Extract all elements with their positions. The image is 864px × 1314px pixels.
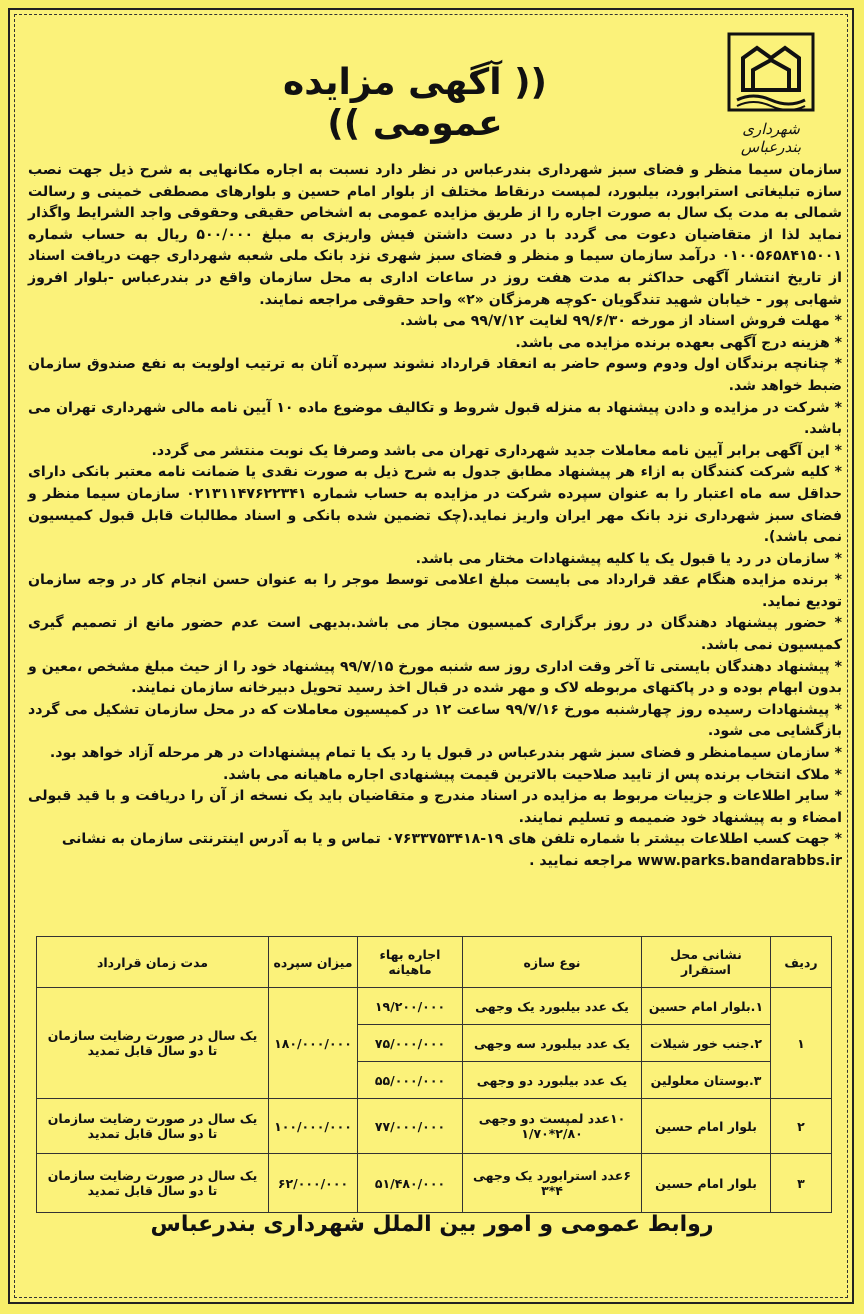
table-row bbox=[37, 1099, 832, 1154]
cell-type: یک عدد بیلبورد دو وجهی bbox=[463, 1062, 642, 1099]
condition-item: * مهلت فروش اسناد از مورخه ۹۹/۶/۳۰ لغایت ۹۹/۷/۱۲ می باشد. bbox=[400, 313, 842, 330]
cell-rent: ۵۱/۴۸۰/۰۰۰ bbox=[358, 1154, 463, 1213]
auction-table bbox=[36, 936, 832, 1213]
header-type: نوع سازه bbox=[463, 937, 642, 988]
footer-signature: روابط عمومی و امور بین الملل شهرداری بندرعباس bbox=[150, 1212, 714, 1237]
header-row-number: ردیف bbox=[771, 937, 832, 988]
condition-item: * ملاک انتخاب برنده پس از تایید صلاحیت بالاترین قیمت پیشنهادی اجاره ماهیانه می باشد. bbox=[223, 766, 842, 783]
cell-location: ۲.جنب خور شیلات bbox=[642, 1025, 771, 1062]
condition-item: * این آگهی برابر آیین نامه معاملات جدید شهرداری تهران می باشد وصرفا یک نوبت منتشر می گردد. bbox=[151, 442, 842, 459]
cell-rent: ۱۹/۲۰۰/۰۰۰ bbox=[358, 988, 463, 1025]
website-link[interactable]: www.parks.bandarabbs.ir bbox=[637, 853, 842, 869]
condition-item: * سازمان در رد یا قبول یک یا کلیه پیشنهادات مختار می باشد. bbox=[415, 550, 842, 567]
municipality-logo bbox=[716, 30, 826, 156]
page-title: (( آگهی مزایده عمومی )) bbox=[282, 62, 548, 144]
cell-location: ۱.بلوار امام حسین bbox=[642, 988, 771, 1025]
condition-item: * برنده مزایده هنگام عقد قرارداد می بایست مبلغ اعلامی توسط موجر را به عنوان حسن انجام کار در وجه سازمان تودیع نماید. bbox=[28, 572, 842, 610]
website-suffix: مراجعه نمایید . bbox=[529, 853, 633, 869]
ad-body bbox=[28, 160, 842, 873]
condition-item: * حضور پیشنهاد دهندگان در روز برگزاری کمیسیون مجاز می باشد.بدیهی است عدم حضور مانع از تصمیم گیری کمیسیون نمی باشد. bbox=[28, 615, 842, 654]
table-row bbox=[37, 988, 832, 1025]
cell-duration: یک سال در صورت رضایت سازمان تا دو سال قابل تمدید bbox=[37, 988, 269, 1099]
header-deposit: میزان سپرده bbox=[269, 937, 358, 988]
condition-item: * چنانچه برندگان اول ودوم وسوم حاضر به انعقاد قرارداد نشوند سپرده آنان به ترتیب اولویت به نفع صندوق سازمان ضبط خواهد شد. bbox=[28, 356, 842, 394]
header-duration: مدت زمان قرارداد bbox=[37, 937, 269, 988]
table-header-row bbox=[37, 937, 832, 988]
cell-duration: یک سال در صورت رضایت سازمان تا دو سال قابل تمدید bbox=[37, 1154, 269, 1213]
cell-deposit: ۱۰۰/۰۰۰/۰۰۰ bbox=[269, 1099, 358, 1154]
cell-type: ۱۰عدد لمپست دو وجهی ۲/۸۰*۱/۷۰ bbox=[463, 1099, 642, 1154]
cell-type: ۶عدد استرابورد یک وجهی ۴*۳ bbox=[463, 1154, 642, 1213]
header-location: نشانی محل استقرار bbox=[642, 937, 771, 988]
condition-item: * سازمان سیمامنظر و فضای سبز شهر بندرعباس در قبول یا رد یک یا تمام پیشنهادات در هر مرحله آزاد خواهد بود. bbox=[49, 745, 842, 762]
municipality-emblem-icon bbox=[723, 30, 819, 114]
cell-rent: ۷۷/۰۰۰/۰۰۰ bbox=[358, 1099, 463, 1154]
condition-item: * هزینه درج آگهی بعهده برنده مزایده می باشد. bbox=[515, 334, 842, 351]
condition-item: * کلیه شرکت کنندگان به ازاء هر پیشنهاد مطابق جدول به شرح ذیل به صورت نقدی یا ضمانت نامه معتبر بانکی دارای حداقل سه ماه اعتبار را به عنوان سپرده شرکت در مزایده به حساب شماره ۰۲۱۳۱۱۴۷۶۲۲۳۴۱ سازمان سیما منظر و فضای سبز شهرداری نزد بانک مهر ایران واریز نماید.(چک تضمین شده بانکی و اسناد مطالبات قابل قبول کمیسیون نمی باشد). bbox=[28, 464, 842, 546]
condition-item: * پیشنهاد دهندگان بایستی تا آخر وقت اداری روز سه شنبه مورخ ۹۹/۷/۱۵ پیشنهاد خود را از حیث مبلغ مشخص ،معین و بدون ابهام بوده و در پاکتهای مربوطه لاک و مهر شده در قبال اخذ رسید تحویل دبیرخانه سازمان نمایند. bbox=[28, 658, 842, 697]
cell-row-number: ۳ bbox=[771, 1154, 832, 1213]
cell-location: ۳.بوستان معلولین bbox=[642, 1062, 771, 1099]
condition-item: * پیشنهادات رسیده روز چهارشنبه مورخ ۹۹/۷/۱۶ ساعت ۱۲ در کمیسیون معاملات که در محل سازمان تشکیل می گردد بازگشایی می شود. bbox=[28, 701, 843, 740]
cell-deposit: ۱۸۰/۰۰۰/۰۰۰ bbox=[269, 988, 358, 1099]
header-rent: اجاره بهاء ماهیانه bbox=[358, 937, 463, 988]
cell-deposit: ۶۲/۰۰۰/۰۰۰ bbox=[269, 1154, 358, 1213]
cell-type: یک عدد بیلبورد یک وجهی bbox=[463, 988, 642, 1025]
cell-type: یک عدد بیلبورد سه وجهی bbox=[463, 1025, 642, 1062]
cell-row-number: ۱ bbox=[771, 988, 832, 1099]
cell-rent: ۷۵/۰۰۰/۰۰۰ bbox=[358, 1025, 463, 1062]
table-row bbox=[37, 1154, 832, 1213]
cell-duration: یک سال در صورت رضایت سازمان تا دو سال قابل تمدید bbox=[37, 1099, 269, 1154]
condition-item: * سایر اطلاعات و جزییات مربوط به مزایده در اسناد مندرج و متقاضیان باید یک نسخه از آن را دریافت و با قید قبولی امضاء و به پیشنهاد خود ضمیمه و تسلیم نمایند. bbox=[28, 788, 842, 826]
cell-location: بلوار امام حسین bbox=[642, 1154, 771, 1213]
intro-paragraph: سازمان سیما منظر و فضای سبز شهرداری بندرعباس در نظر دارد نسبت به اجاره مکانهایی به شرح ذیل جهت نصب سازه تبلیغاتی استرابورد، بیلبورد، لمپست درنقاط مختلف از بلوار امام حسین و بلوارهای مصطفی خمینی و رسالت شمالی به مدت یک سال به صورت اجاره را از طریق مزایده عمومی به اشخاص حقیقی وحقوقی واجد الشرایط واگذار نماید لذا از متقاضیان دعوت می گردد با در دست داشتن فیش واریزی به مبلغ ۵۰۰/۰۰۰ ریال به حساب شماره ۰۱۰۰۵۶۵۸۴۱۵۰۰۱ درآمد سازمان سیما و منظر و فضای سبز شهری نزد بانک ملی شعبه شهرداری جهت دریافت اسناد از تاریخ انتشار آگهی حداکثر به مدت هفت روز در ساعات اداری به محل سازمان واقع در بندرعباس -بلوار افروز شهابی پور - خیابان شهید تندگویان -کوچه هرمزگان «۲» واحد حقوقی مراجعه نمایند. bbox=[28, 162, 842, 308]
condition-item: * جهت کسب اطلاعات بیشتر با شماره تلفن های ۱۹-۰۷۶۳۳۷۵۳۴۱۸ تماس و یا به آدرس اینترنتی سازمان به نشانی bbox=[61, 831, 842, 848]
cell-rent: ۵۵/۰۰۰/۰۰۰ bbox=[358, 1062, 463, 1099]
website-line bbox=[28, 851, 842, 873]
cell-row-number: ۲ bbox=[771, 1099, 832, 1154]
condition-item: * شرکت در مزایده و دادن پیشنهاد به منزله قبول شروط و تکالیف موضوع ماده ۱۰ آیین نامه مالی شهرداری تهران می باشد. bbox=[28, 399, 842, 438]
cell-location: بلوار امام حسین bbox=[642, 1099, 771, 1154]
logo-caption: شهرداری بندرعباس bbox=[740, 120, 802, 156]
